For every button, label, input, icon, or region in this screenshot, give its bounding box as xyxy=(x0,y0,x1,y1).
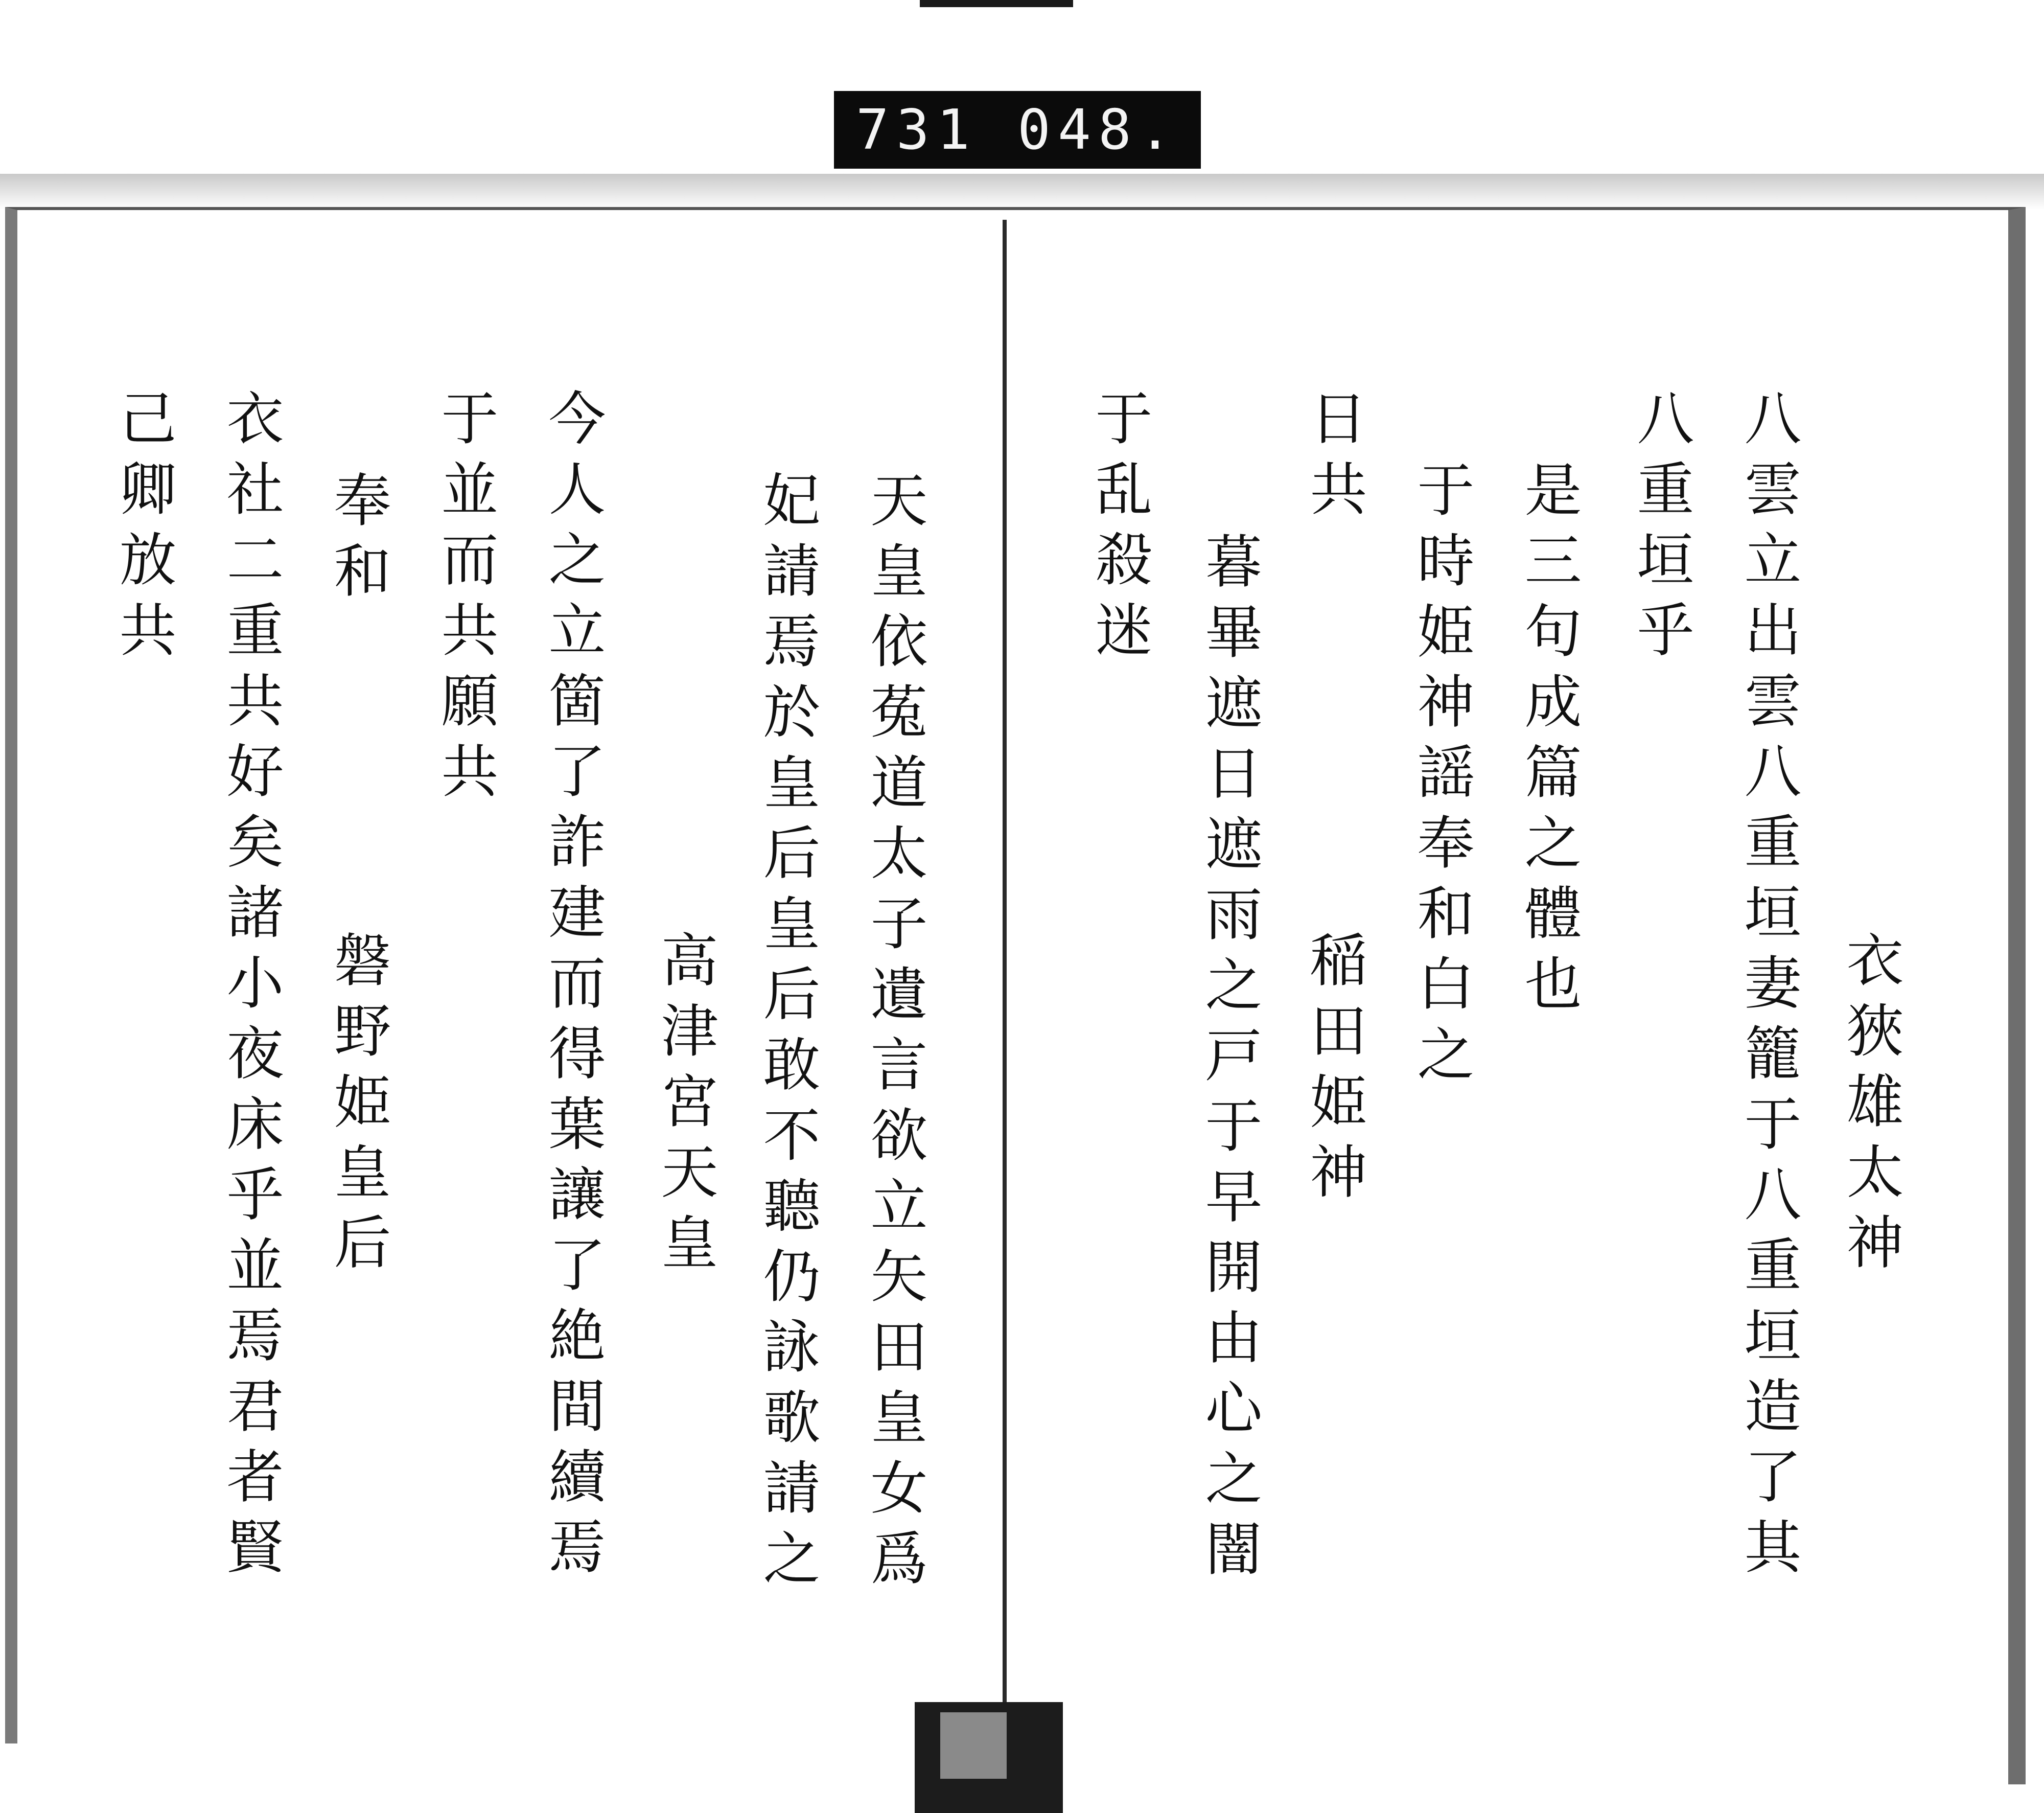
book-top-edge xyxy=(0,174,2044,210)
right-column-3: 八重垣乎 xyxy=(1628,388,1694,671)
left-column-9: 己卿放共 xyxy=(110,388,176,671)
right-column-6: 稲田姫神 xyxy=(1300,930,1367,1212)
right-column-7: 日共 xyxy=(1300,388,1367,530)
left-column-5: 于並而共願共 xyxy=(432,388,498,812)
right-column-4: 是三句成篇之體也 xyxy=(1515,460,1582,1024)
frame-number-label: 731 048. xyxy=(834,91,1201,169)
right-column-5: 于時姫神謡奉和白之 xyxy=(1408,460,1474,1095)
book-stand-inner xyxy=(940,1712,1007,1779)
book-gutter xyxy=(1003,220,1007,1779)
left-column-4: 今人之立箇了詐建而得葉讓了絶間續焉 xyxy=(539,388,606,1588)
left-column-6: 奉和 xyxy=(324,470,391,611)
left-column-1: 天皇依菟道太子遺言欲立矢田皇女爲 xyxy=(861,470,927,1599)
left-column-7: 磐野姫皇后 xyxy=(324,930,391,1283)
left-column-3: 高津宮天皇 xyxy=(652,930,718,1283)
right-column-2: 八雲立出雲八重垣妻籠于八重垣造了其 xyxy=(1735,388,1801,1588)
right-column-8: 暮畢遮日遮雨之戸于早開由心之闇 xyxy=(1196,532,1262,1590)
scan-top-bar xyxy=(920,0,1073,7)
left-column-8: 衣社二重共好矣諸小夜床乎並焉君者賢 xyxy=(217,388,284,1588)
left-column-2: 妃請焉於皇后皇后敢不聽仍詠歌請之 xyxy=(754,470,820,1599)
right-column-1: 衣狹雄太神 xyxy=(1837,930,1903,1283)
right-column-9: 于乱殺迷 xyxy=(1086,388,1152,671)
open-book xyxy=(0,174,2044,1813)
